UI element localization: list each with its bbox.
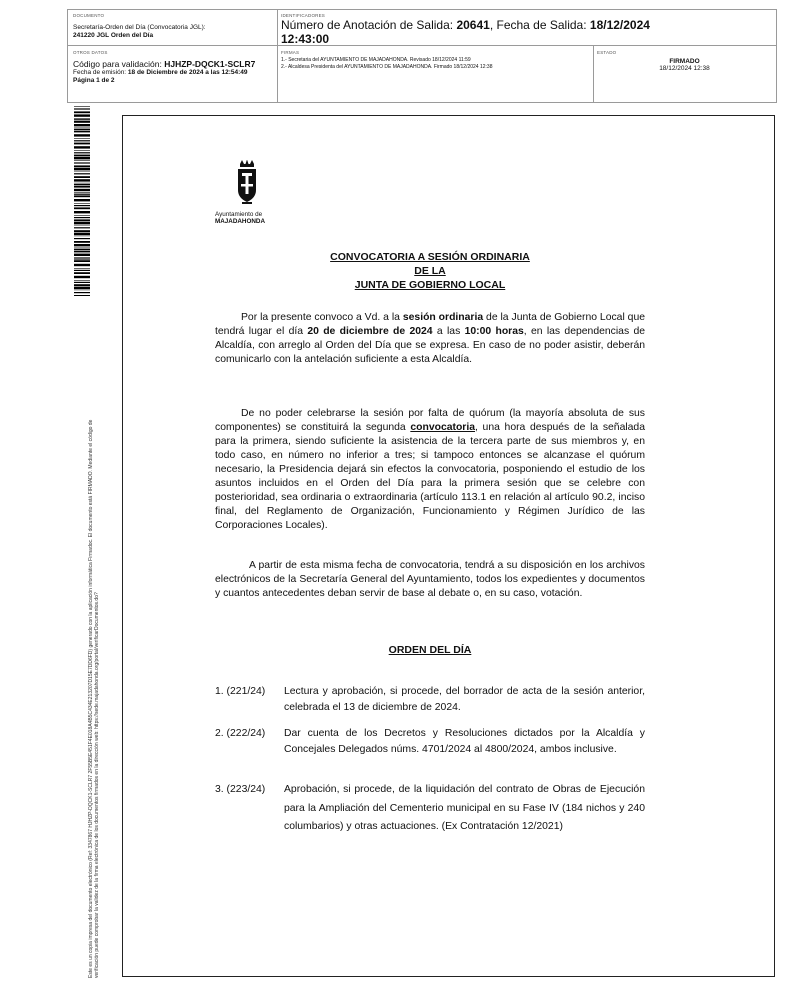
paragraph-quorum: De no poder celebrarse la sesión por falta de quórum (la mayoría absoluta de sus componentes) se constituirá la segunda convocatoria, una hora después de la señalada para la primera, siendo suficiente la asistencia de la tercera parte de sus miembros y, en todo caso, en número no inferior a tres; si tampoco entonces se alcanzase el quórum necesario, la Presidencia dejará sin efectos la convocatoria, posponiendo el estudio de los asuntos incluidos en el Orden del Día para la primera sesión que se celebre con posterioridad, sea ordinaria o extraordinaria (artículo 113.1 en relación al artículo 90.2, inciso final, del Reglamento de Organización, Funcionamiento y Régimen Jurídico de las Corporaciones Locales). (215, 408, 645, 531)
paragraph-archivos: A partir de esta misma fecha de convocatoria, tendrá a su disposición en los archivos electrónicos de la Secretaría General del Ayuntamiento, todos los expedientes y documentos y cuantos antecedentes deban servir de base al debate o, en su caso, votación. (215, 560, 645, 599)
agenda-item-number: 3. (223/24) (215, 784, 266, 795)
ayuntamiento-crest-icon (215, 160, 279, 210)
estado-fecha: 18/12/2024 12:38 (659, 65, 710, 72)
logo-line-1: Ayuntamiento de (215, 211, 263, 218)
document-frame (122, 115, 775, 977)
firma-2: 2.- Alcaldesa Presidenta del AYUNTAMIENTO DE MAJADAHONDA. Firmado 18/12/2024 12:38 (281, 64, 493, 70)
agenda-item (215, 781, 645, 845)
firmas-label: FIRMAS (281, 50, 300, 55)
codigo-validacion: Código para validación: HJHZP-DQCK1-SCLR7 (73, 59, 256, 69)
anotacion-salida: Número de Anotación de Salida: 20641, Fecha de Salida: 18/12/2024 (281, 18, 650, 32)
estado-value: FIRMADO (669, 58, 700, 65)
agenda-item-number: 1. (221/24) (215, 686, 266, 697)
agenda-item-number: 2. (222/24) (215, 728, 266, 739)
estado-label: ESTADO (597, 50, 617, 55)
fecha-emision: Fecha de emisión: 18 de Diciembre de 2024 a las 12:54:49 (73, 69, 248, 76)
agenda-item-text: Lectura y aprobación, si procede, del borrador de acta de la sesión anterior, celebrada el 13 de diciembre de 2024. (284, 686, 645, 713)
orden-del-dia-title: ORDEN DEL DÍA (388, 644, 472, 656)
logo-line-2: MAJADAHONDA (215, 218, 266, 225)
identificadores-cell (281, 13, 771, 46)
agenda-item-text: Dar cuenta de los Decretos y Resoluciones dictados por la Alcaldía y Concejales Delegados núms. 4701/2024 al 4800/2024, ambos inclusive. (284, 728, 645, 755)
logo-text (215, 211, 265, 225)
title-line-3: JUNTA DE GOBIERNO LOCAL (354, 279, 506, 291)
documento-subname: 241220 JGL Orden del Día (73, 32, 154, 39)
title-line-2: DE LA (414, 265, 446, 277)
pagina: Página 1 de 2 (73, 77, 115, 84)
anotacion-hora: 12:43:00 (281, 32, 330, 46)
side-verification-text (88, 298, 100, 978)
divider (593, 45, 594, 102)
title-line-1: CONVOCATORIA A SESIÓN ORDINARIA (330, 251, 530, 263)
document-header (67, 9, 777, 103)
agenda-item-text: Aprobación, si procede, de la liquidación del contrato de Obras de Ejecución para la Ampliación del Cementerio municipal en su Fase IV (184 nichos y 240 columbarios) y otras actuaciones. (Ex Contratación 12/2021) (284, 784, 645, 832)
convocatoria-title (215, 250, 645, 292)
paragraph-convocatoria: Por la presente convoco a Vd. a la sesión ordinaria de la Junta de Gobierno Local que tendrá lugar el día 20 de diciembre de 2024 a las 10:00 horas, en las dependencias de Alcaldía, con arreglo al Orden del Día que se expresa. En caso de no poder asistir, deberán comunicarlo con la antelación suficiente a esta Alcaldía. (215, 312, 646, 365)
agenda-item (215, 726, 645, 772)
otros-datos-cell (73, 50, 273, 85)
identificadores-label: IDENTIFICADORES (281, 13, 326, 18)
estado-cell (597, 50, 772, 72)
agenda-item (215, 684, 645, 716)
firma-1: 1.- Secretaria del AYUNTAMIENTO DE MAJADAHONDA. Revisado 18/12/2024 11:59 (281, 57, 471, 63)
divider (277, 10, 278, 102)
firmas-cell (281, 50, 591, 71)
otros-datos-label: OTROS DATOS (73, 50, 108, 55)
documento-cell (73, 13, 273, 40)
side-text-line-1: Este es un copia impresa del documento electrónico (Ref: 3347867 HJHZP-DQCK1-SCLR7 2F55B5E451F4E018A4B5C434E213207D15E7DD6FD) generado con la aplicación informática Firmadoc. El documento está FIRMADO. Mediante el código de (88, 419, 94, 978)
barcode (74, 106, 90, 296)
documento-label: DOCUMENTO (73, 13, 105, 18)
side-text-line-2: verificación puede comprobar la validez de la firma electrónica de los documentos firmados en la dirección web: https://sede.majadahonda.org/portal/verificarDocumentos.do? (94, 592, 100, 978)
documento-name: Secretaría-Orden del Día (Convocatoria JGL): (73, 24, 206, 31)
